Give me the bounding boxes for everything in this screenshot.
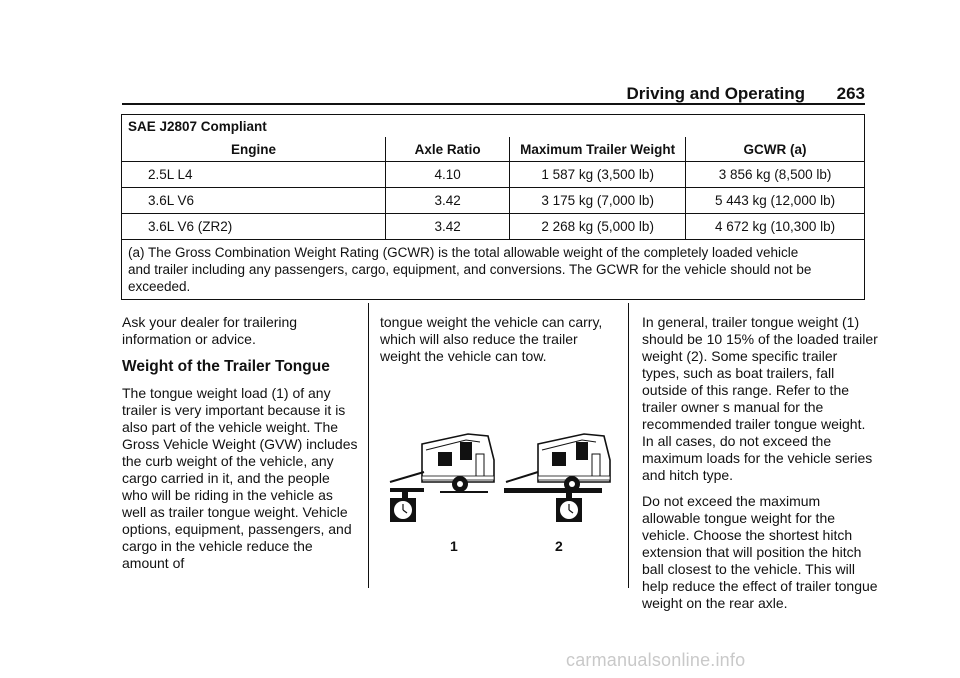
section-heading: Weight of the Trailer Tongue (122, 358, 330, 375)
table-row (122, 162, 865, 188)
text-column-2 (380, 314, 616, 374)
header-rule (122, 103, 865, 105)
body-paragraph: Do not exceed the maximum allowable tongue weight for the vehicle. Choose the shortest hitch extension that will position the hitch ball closest to the vehicle. This will help reduce the effect of trailer tongue weight on the rear axle. (642, 493, 878, 611)
cell-axle-ratio: 3.42 (386, 188, 510, 214)
body-paragraph: The tongue weight load (1) of any trailer is very important because it is also part of the vehicle weight. The Gross Vehicle Weight (GVW) includes the curb weight of the vehicle, any cargo carried in it, and the people who will be riding in the vehicle as well as trailer tongue weight. Vehicle options, equipment, passengers, and cargo in the vehicle reduce the amount of (122, 385, 358, 571)
table-footnote-row (122, 240, 865, 300)
column-divider (628, 303, 629, 588)
text-column-3 (642, 314, 878, 621)
column-header-axle-ratio: Axle Ratio (386, 137, 510, 162)
footnote-line: and trailer including any passengers, cargo, equipment, and conversions. The GCWR for the vehicle should not be (128, 262, 812, 277)
cell-gcwr: 3 856 kg (8,500 lb) (686, 162, 865, 188)
trailer-2-drawing (504, 434, 610, 522)
body-paragraph: In general, trailer tongue weight (1) should be 10 15% of the loaded trailer weight (2). Some specific trailer types, such as boat trailers, fall outside of this range. Refer to the trailer owner s manual for the recommended trailer tongue weight. In all cases, do not exceed the maximum loads for the vehicle series and hitch type. (642, 314, 878, 483)
column-header-engine: Engine (122, 137, 386, 162)
cell-max-trailer-weight: 2 268 kg (5,000 lb) (510, 214, 686, 240)
cell-gcwr: 4 672 kg (10,300 lb) (686, 214, 865, 240)
cell-axle-ratio: 4.10 (386, 162, 510, 188)
cell-max-trailer-weight: 1 587 kg (3,500 lb) (510, 162, 686, 188)
tongue-weight-figure (380, 420, 620, 570)
cell-max-trailer-weight: 3 175 kg (7,000 lb) (510, 188, 686, 214)
figure-label-2: 2 (555, 538, 563, 554)
table-footnote (122, 240, 865, 300)
text-column-1 (122, 314, 358, 581)
trailer-illustration (380, 420, 620, 570)
footnote-line: exceeded. (128, 279, 191, 294)
table-caption-row (122, 115, 865, 138)
cell-engine: 2.5L L4 (122, 162, 386, 188)
page-header (122, 84, 865, 104)
figure-label-1: 1 (450, 538, 458, 554)
trailer-1-drawing (390, 434, 494, 522)
body-paragraph: tongue weight the vehicle can carry, which will also reduce the trailer weight the vehicle can tow. (380, 314, 603, 364)
intro-paragraph: Ask your dealer for trailering information or advice. (122, 314, 298, 347)
column-header-gcwr: GCWR (a) (686, 137, 865, 162)
table-header-row (122, 137, 865, 162)
section-title: Driving and Operating (626, 84, 805, 103)
table-row (122, 214, 865, 240)
cell-engine: 3.6L V6 (122, 188, 386, 214)
page-number: 263 (836, 84, 865, 103)
column-divider (368, 303, 369, 588)
table-caption: SAE J2807 Compliant (122, 115, 865, 138)
trailer-spec-table (121, 114, 865, 300)
cell-axle-ratio: 3.42 (386, 214, 510, 240)
footnote-line: (a) The Gross Combination Weight Rating (GCWR) is the total allowable weight of the completely loaded vehicle (128, 245, 799, 260)
cell-gcwr: 5 443 kg (12,000 lb) (686, 188, 865, 214)
column-header-max-trailer-weight: Maximum Trailer Weight (510, 137, 686, 162)
watermark: carmanualsonline.info (566, 650, 746, 670)
cell-engine: 3.6L V6 (ZR2) (122, 214, 386, 240)
table-row (122, 188, 865, 214)
